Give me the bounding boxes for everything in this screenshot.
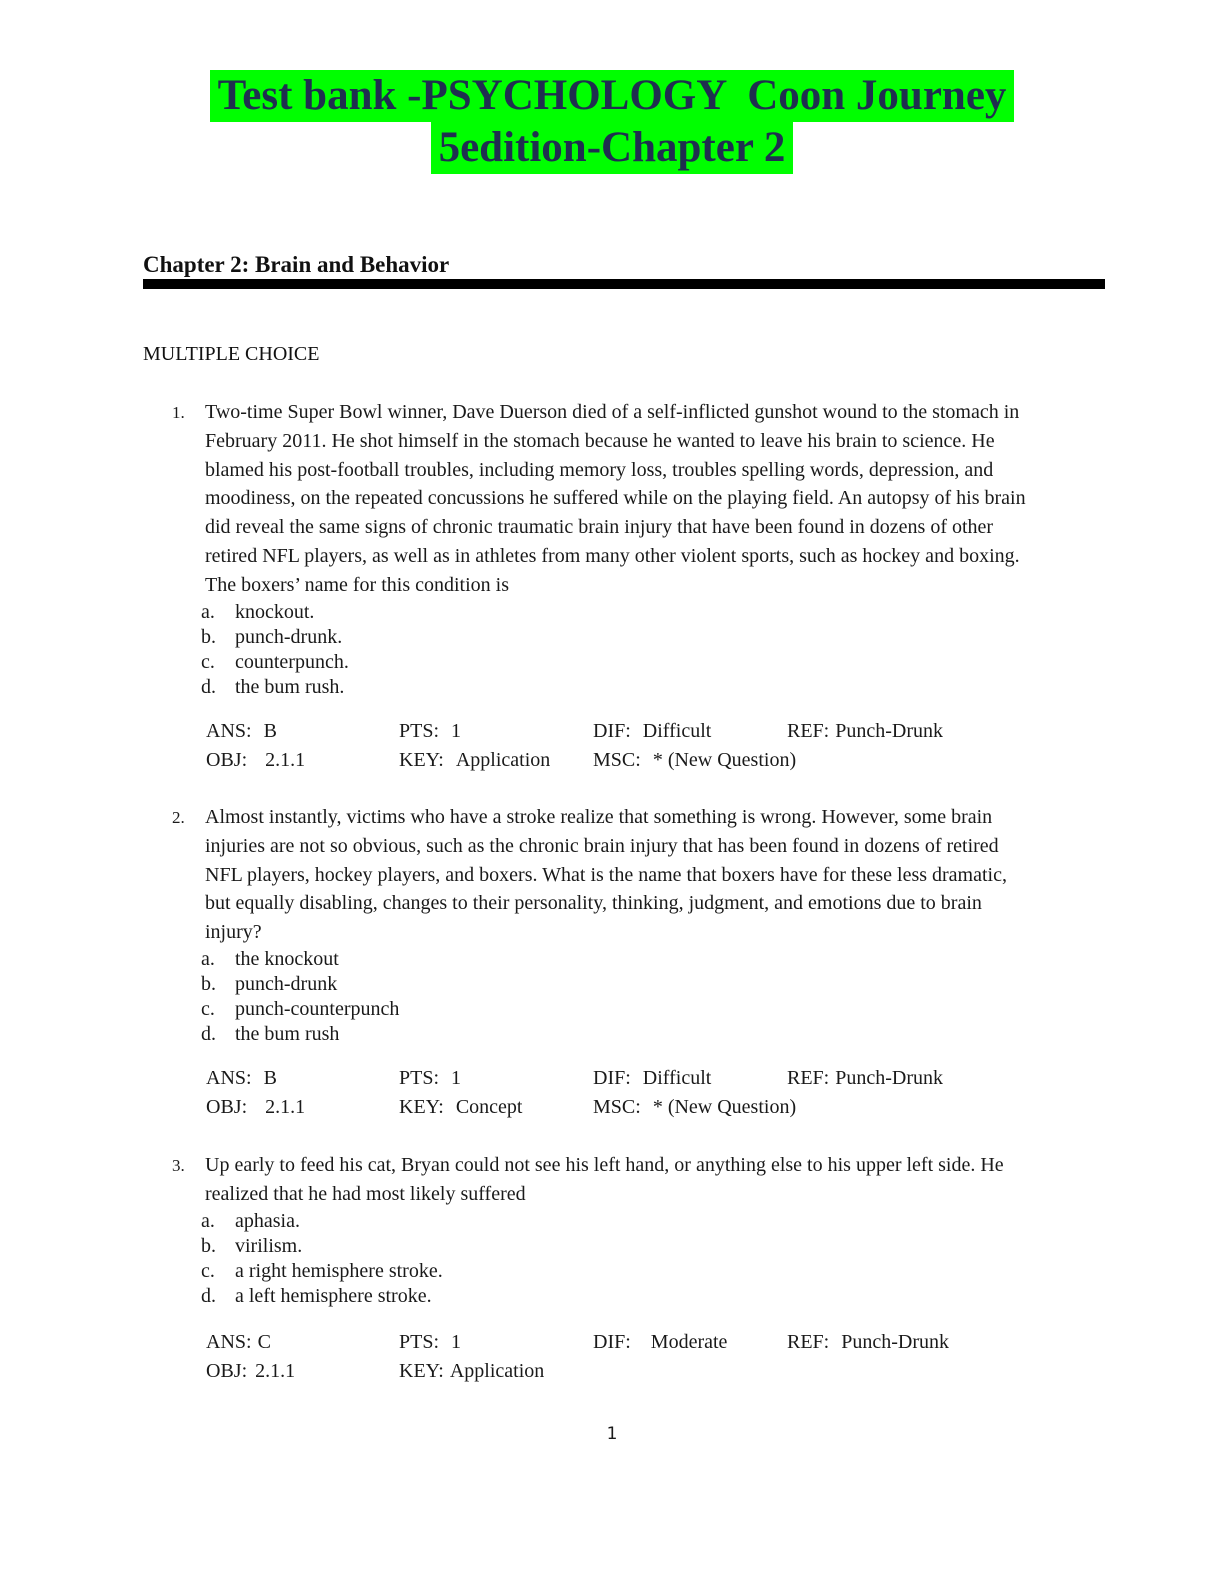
obj-label: OBJ: xyxy=(206,748,248,771)
stem-line: Up early to feed his cat, Bryan could not see his left hand, or anything else to his upper left side. He xyxy=(205,1154,1004,1176)
pts-value: 1 xyxy=(451,1330,462,1353)
chapter-heading: Chapter 2: Brain and Behavior xyxy=(143,252,450,277)
stem-line: injury? xyxy=(205,921,262,944)
ref-label: REF: xyxy=(787,1330,830,1353)
question-number: 2. xyxy=(172,808,185,827)
key-label: KEY: xyxy=(399,748,444,771)
question-stem xyxy=(205,1151,1103,1209)
obj-label: OBJ: xyxy=(206,1359,248,1382)
answer-options xyxy=(201,1209,1103,1309)
answer-option: a. the knockout xyxy=(201,947,339,970)
ans-label: ANS: xyxy=(206,1330,252,1353)
answer-option: c. punch-counterpunch xyxy=(201,997,400,1020)
answer-option: a. aphasia. xyxy=(201,1209,300,1232)
answer-option: b. punch-drunk. xyxy=(201,625,343,648)
msc-value: * (New Question) xyxy=(652,748,797,771)
answer-option: b. virilism. xyxy=(201,1234,303,1257)
key-label: KEY: xyxy=(399,1095,444,1118)
answer-options xyxy=(201,600,1103,700)
answer-option: c. a right hemisphere stroke. xyxy=(201,1259,443,1282)
answer-metadata xyxy=(206,1064,1103,1122)
question-stem xyxy=(205,398,1103,600)
question-2 xyxy=(143,803,1103,1122)
key-value: Concept xyxy=(455,1095,523,1118)
obj-label: OBJ: xyxy=(206,1095,248,1118)
answer-option: d. the bum rush. xyxy=(201,675,345,698)
answer-option: b. punch-drunk xyxy=(201,972,338,995)
ref-label: REF: xyxy=(787,719,830,742)
answer-option: d. a left hemisphere stroke. xyxy=(201,1284,432,1307)
question-1 xyxy=(143,398,1103,775)
stem-line: Almost instantly, victims who have a stroke realize that something is wrong. However, some brain xyxy=(205,806,993,828)
pts-label: PTS: xyxy=(399,719,440,742)
msc-value: * (New Question) xyxy=(652,1095,797,1118)
stem-line: but equally disabling, changes to their personality, thinking, judgment, and emotions due to brain xyxy=(205,892,982,915)
stem-line: NFL players, hockey players, and boxers. What is the name that boxers have for these less dramatic, xyxy=(205,863,1007,886)
pts-label: PTS: xyxy=(399,1330,440,1353)
stem-line: blamed his post-football troubles, including memory loss, troubles spelling words, depression, and xyxy=(205,458,994,481)
stem-line: did reveal the same signs of chronic traumatic brain injury that have been found in dozens of other xyxy=(205,516,994,539)
stem-line: Two-time Super Bowl winner, Dave Duerson died of a self-inflicted gunshot wound to the stomach in xyxy=(205,401,1020,423)
stem-line: February 2011. He shot himself in the stomach because he wanted to leave his brain to science. He xyxy=(205,429,995,452)
ans-value: B xyxy=(263,719,277,742)
key-value: Application xyxy=(455,748,551,771)
stem-line: The boxers’ name for this condition is xyxy=(205,573,510,596)
question-stem xyxy=(205,803,1103,947)
dif-value: Moderate xyxy=(650,1330,728,1353)
stem-line: retired NFL players, as well as in athletes from many other violent sports, such as hockey and boxing. xyxy=(205,544,1020,567)
answer-option: c. counterpunch. xyxy=(201,650,349,673)
document-title xyxy=(0,70,1224,174)
obj-value: 2.1.1 xyxy=(265,748,306,771)
stem-line: injuries are not so obvious, such as the chronic brain injury that has been found in dozens of retired xyxy=(205,834,999,857)
key-value: Application xyxy=(449,1359,545,1382)
pts-label: PTS: xyxy=(399,1066,440,1089)
ref-label: REF: xyxy=(787,1066,830,1089)
answer-options xyxy=(201,947,1103,1047)
key-label: KEY: xyxy=(399,1359,444,1382)
heading-rule xyxy=(143,279,1105,289)
answer-option: d. the bum rush xyxy=(201,1022,340,1045)
msc-label: MSC: xyxy=(593,1095,641,1118)
answer-metadata xyxy=(206,717,1103,775)
question-number: 1. xyxy=(172,403,185,422)
ans-value: B xyxy=(263,1066,277,1089)
dif-label: DIF: xyxy=(593,1066,631,1089)
ref-value: Punch-Drunk xyxy=(835,1066,944,1089)
ans-label: ANS: xyxy=(206,719,252,742)
obj-value: 2.1.1 xyxy=(265,1095,306,1118)
ref-value: Punch-Drunk xyxy=(841,1330,950,1353)
page-number: 1 xyxy=(606,1424,618,1444)
stem-line: moodiness, on the repeated concussions he suffered while on the playing field. An autopsy of his brain xyxy=(205,487,1026,510)
obj-value: 2.1.1 xyxy=(255,1359,296,1382)
ans-value: C xyxy=(257,1330,271,1353)
dif-label: DIF: xyxy=(593,719,631,742)
title-line-1: Test bank -PSYCHOLOGY Coon Journey xyxy=(210,70,1015,122)
msc-label: MSC: xyxy=(593,748,641,771)
ans-label: ANS: xyxy=(206,1066,252,1089)
pts-value: 1 xyxy=(451,1066,462,1089)
dif-value: Difficult xyxy=(642,719,712,742)
question-number: 3. xyxy=(172,1156,185,1175)
title-line-2: 5edition-Chapter 2 xyxy=(431,122,794,174)
answer-option: a. knockout. xyxy=(201,600,315,623)
pts-value: 1 xyxy=(451,719,462,742)
ref-value: Punch-Drunk xyxy=(835,719,944,742)
answer-metadata xyxy=(206,1328,1103,1386)
dif-label: DIF: xyxy=(593,1330,631,1353)
dif-value: Difficult xyxy=(642,1066,712,1089)
section-heading: MULTIPLE CHOICE xyxy=(143,343,320,365)
question-3 xyxy=(143,1151,1103,1386)
stem-line: realized that he had most likely suffered xyxy=(205,1182,526,1205)
